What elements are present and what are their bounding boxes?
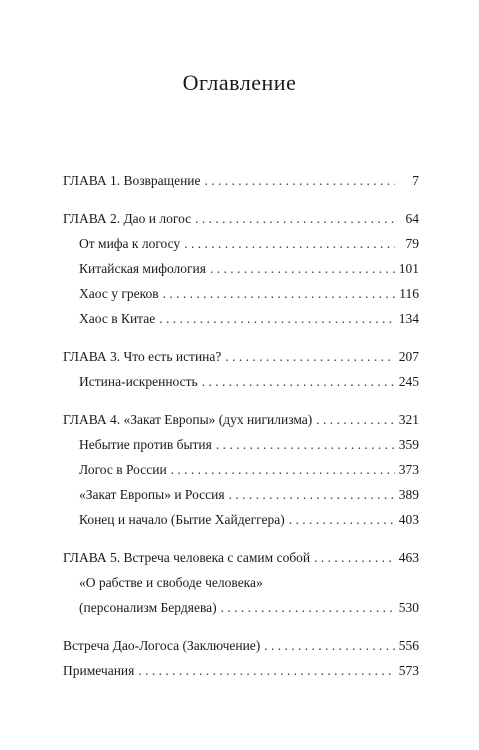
toc-entry-page: 321 (398, 412, 419, 427)
dot-leader (202, 369, 395, 394)
dot-leader (216, 432, 395, 457)
toc-entry-page: 134 (398, 311, 419, 326)
dot-leader (138, 658, 394, 683)
toc-entry[interactable] (63, 407, 419, 432)
toc-subentry[interactable] (63, 507, 419, 532)
dot-leader (205, 168, 395, 193)
dot-leader (163, 281, 395, 306)
toc-entry-label: Хаос у греков (79, 286, 159, 301)
toc-entry-label: ГЛАВА 4. «Закат Европы» (дух нигилизма) (63, 412, 313, 427)
toc-entry[interactable] (63, 168, 419, 193)
toc-subentry[interactable] (63, 482, 419, 507)
toc-group-back-matter (63, 633, 419, 683)
toc-entry-label: «Закат Европы» и Россия (79, 487, 225, 502)
toc-entry-label: ГЛАВА 3. Что есть истина? (63, 349, 222, 364)
toc-entry-page: 556 (398, 638, 419, 653)
toc-entry-label: Китайская мифология (79, 261, 206, 276)
dot-leader (225, 344, 394, 369)
toc-entry[interactable] (63, 633, 419, 658)
toc-subentry[interactable] (63, 432, 419, 457)
toc-group-chapter-2 (63, 206, 419, 331)
toc-subentry-continued[interactable] (63, 570, 419, 595)
toc-entry-label: Встреча Дао-Логоса (Заключение) (63, 638, 261, 653)
toc-subentry[interactable] (63, 306, 419, 331)
dot-leader (171, 457, 395, 482)
toc-group-chapter-3 (63, 344, 419, 394)
toc-entry-page: 359 (398, 437, 419, 452)
toc-entry-page: 373 (398, 462, 419, 477)
toc-entry-label: ГЛАВА 1. Возвращение (63, 173, 201, 188)
toc-entry-page: 64 (405, 211, 419, 226)
toc-group-chapter-5 (63, 545, 419, 620)
toc-entry-label: Небытие против бытия (79, 437, 212, 452)
toc-entry-page: 389 (398, 487, 419, 502)
toc-entry-label: От мифа к логосу (79, 236, 181, 251)
toc-entry-label: «О рабстве и свободе человека» (79, 575, 263, 590)
dot-leader (314, 545, 395, 570)
toc-entry-label: Примечания (63, 663, 135, 678)
toc-entry-page: 573 (398, 663, 419, 678)
toc-subentry[interactable] (63, 281, 419, 306)
toc-entry-label: Хаос в Китае (79, 311, 156, 326)
toc-entry-label: Конец и начало (Бытие Хайдеггера) (79, 512, 285, 527)
toc-entry-page: 403 (398, 512, 419, 527)
toc-entry-label: ГЛАВА 2. Дао и логос (63, 211, 192, 226)
toc-subentry[interactable] (63, 256, 419, 281)
dot-leader (264, 633, 394, 658)
toc-group-chapter-4 (63, 407, 419, 532)
toc-entry[interactable] (63, 344, 419, 369)
toc-entry-label: ГЛАВА 5. Встреча человека с самим собой (63, 550, 311, 565)
table-of-contents (63, 168, 419, 696)
toc-group-chapter-1 (63, 168, 419, 193)
toc-subentry[interactable] (63, 369, 419, 394)
toc-entry-page: 207 (398, 349, 419, 364)
dot-leader (229, 482, 395, 507)
toc-subentry[interactable] (63, 231, 419, 256)
page-title: Оглавление (182, 70, 297, 95)
toc-subentry[interactable] (63, 457, 419, 482)
toc-entry-page: 463 (398, 550, 419, 565)
toc-entry-page: 116 (399, 286, 419, 301)
dot-leader (316, 407, 394, 432)
dot-leader (159, 306, 395, 331)
dot-leader (184, 231, 395, 256)
dot-leader (221, 595, 395, 620)
toc-entry-page: 101 (398, 261, 419, 276)
toc-entry[interactable] (63, 206, 419, 231)
dot-leader (195, 206, 395, 231)
toc-subentry[interactable] (63, 595, 419, 620)
dot-leader (210, 256, 395, 281)
toc-entry-page: 245 (398, 374, 419, 389)
toc-entry[interactable] (63, 658, 419, 683)
toc-entry-label: Логос в России (79, 462, 167, 477)
toc-entry-label: (персонализм Бердяева) (79, 600, 217, 615)
dot-leader (289, 507, 395, 532)
toc-entry-page: 530 (398, 600, 419, 615)
toc-entry[interactable] (63, 545, 419, 570)
toc-entry-page: 79 (405, 236, 419, 251)
toc-entry-label: Истина-искренность (79, 374, 198, 389)
toc-entry-page: 7 (412, 173, 419, 188)
